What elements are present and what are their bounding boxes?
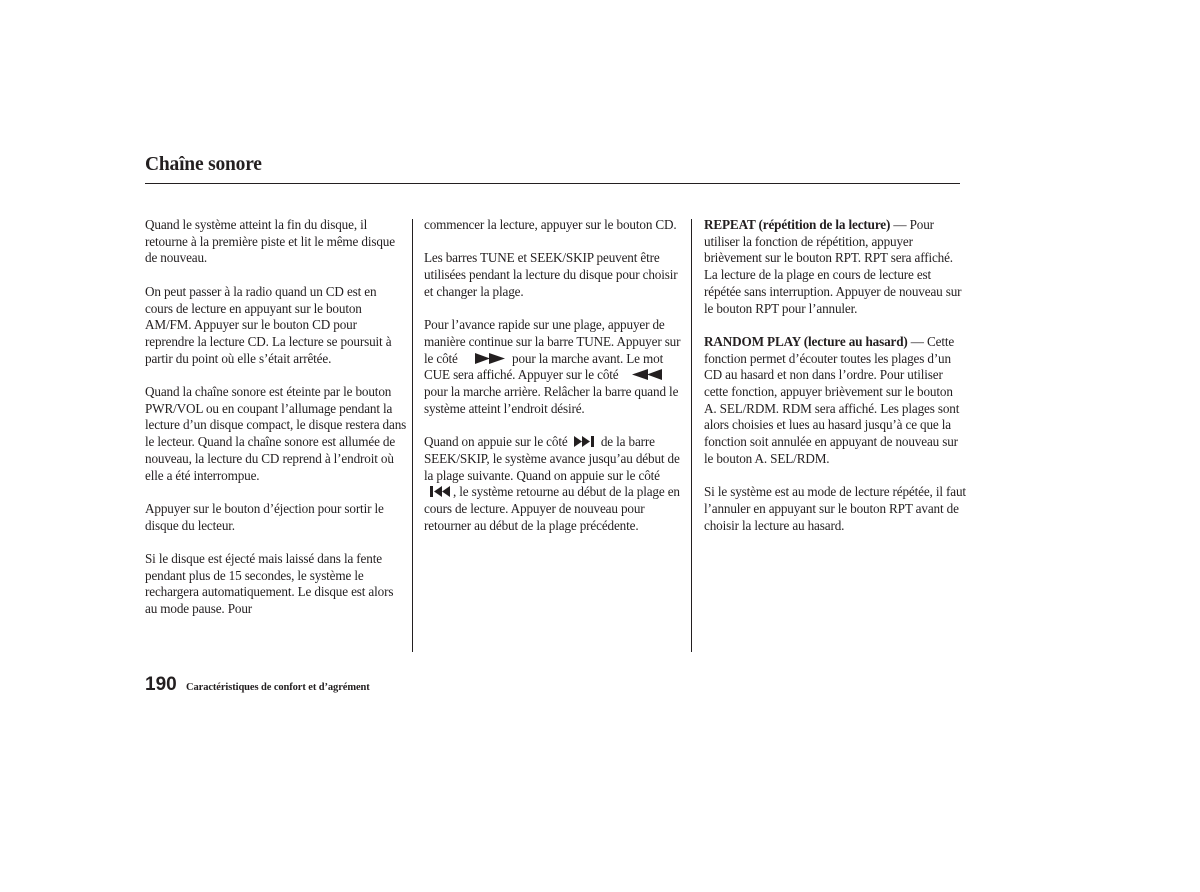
paragraph-auto-reload: Si le disque est éjecté mais laissé dans la fente pendant plus de 15 secondes, le système le rechargera automatiquement. Le disque est alors au mode pause. Pour [145,551,394,617]
paragraph-repeat [704,217,966,317]
page-number: 190 [145,674,177,695]
rewind-icon [632,369,662,380]
skip-next-icon [574,436,595,447]
paragraph-fast-forward [424,317,682,417]
paragraph-end-of-disc: Quand le système atteint la fin du disque, il retourne à la première piste et lit le même disque de nouveau. [145,217,395,266]
text-segment: , le système retourne au début de la plage en cours de lecture. Appuyer de nouveau pour retourner au début de la plage précédente. [424,484,680,533]
paragraph-start-play: commencer la lecture, appuyer sur le bouton CD. [424,217,677,232]
paragraph-radio-switch: On peut passer à la radio quand un CD est en cours de lecture en appuyant sur le bouton AM/FM. Appuyer sur le bouton CD pour reprendre la lecture CD. La lecture se poursuit à partir du point où elle s’était arrêtée. [145,283,392,366]
text-segment: Pour l’avance rapide sur une plage, appuyer de manière continue sur la barre TUNE. Appuyer sur le côté [424,317,681,366]
paragraph-seek-skip [424,434,682,534]
skip-previous-icon [430,486,451,497]
paragraph-eject: Appuyer sur le bouton d’éjection pour sortir le disque du lecteur. [145,500,384,533]
footer-section-title: Caractéristiques de confort et d’agrément [186,682,370,693]
column-2 [424,217,682,551]
random-text: — Cette fonction permet d’écouter toutes les plages d’un CD au hasard et non dans l’ordre. Pour utiliser cette fonction, appuyer brièvement sur le bouton A. SEL/RDM. RDM sera affiché. Les plages sont alors choisies et lues au hasard jusqu’à ce que la fonction soit annulée en appuyant de nouveau sur le bouton A. SEL/RDM. [704,333,960,466]
text-segment: de la barre SEEK/SKIP, le système avance jusqu’au début de la plage suivante. Quand on appuie sur le côté [424,434,680,483]
repeat-text: — Pour utiliser la fonction de répétition, appuyer brièvement sur le bouton RPT. RPT sera affiché. La lecture de la plage en cours de lecture est répétée sans interruption. Appuyer de nouveau sur le bouton RPT pour l’annuler. [704,217,962,316]
repeat-heading: REPEAT (répétition de la lecture) [704,217,891,232]
column-1 [145,217,407,635]
column-divider-2 [691,219,692,652]
random-heading: RANDOM PLAY (lecture au hasard) [704,333,908,349]
text-segment: Quand on appuie sur le côté [424,434,568,450]
fast-forward-icon [475,353,505,364]
paragraph-repeat-cancel: Si le système est au mode de lecture répétée, il faut l’annuler en appuyant sur le bouton RPT avant de choisir la lecture au hasard. [704,484,966,533]
column-3 [704,217,966,551]
paragraph-tune-seek: Les barres TUNE et SEEK/SKIP peuvent être utilisées pendant la lecture du disque pour choisir et changer la plage. [424,250,678,299]
text-segment: pour la marche avant. Le mot CUE sera affiché. Appuyer sur le côté [424,350,664,383]
title-rule [145,183,960,184]
paragraph-random-play [704,334,966,468]
text-segment: pour la marche arrière. Relâcher la barre quand le système atteint l’endroit désiré. [424,384,679,416]
page-title: Chaîne sonore [145,154,262,175]
column-divider-1 [412,219,413,652]
paragraph-power-off: Quand la chaîne sonore est éteinte par le bouton PWR/VOL ou en coupant l’allumage pendant la lecture d’un disque compact, le disque restera dans le lecteur. Quand la chaîne sonore est allumée de nouveau, la lecture du CD reprend à l’endroit où elle a été interrompue. [145,384,407,483]
